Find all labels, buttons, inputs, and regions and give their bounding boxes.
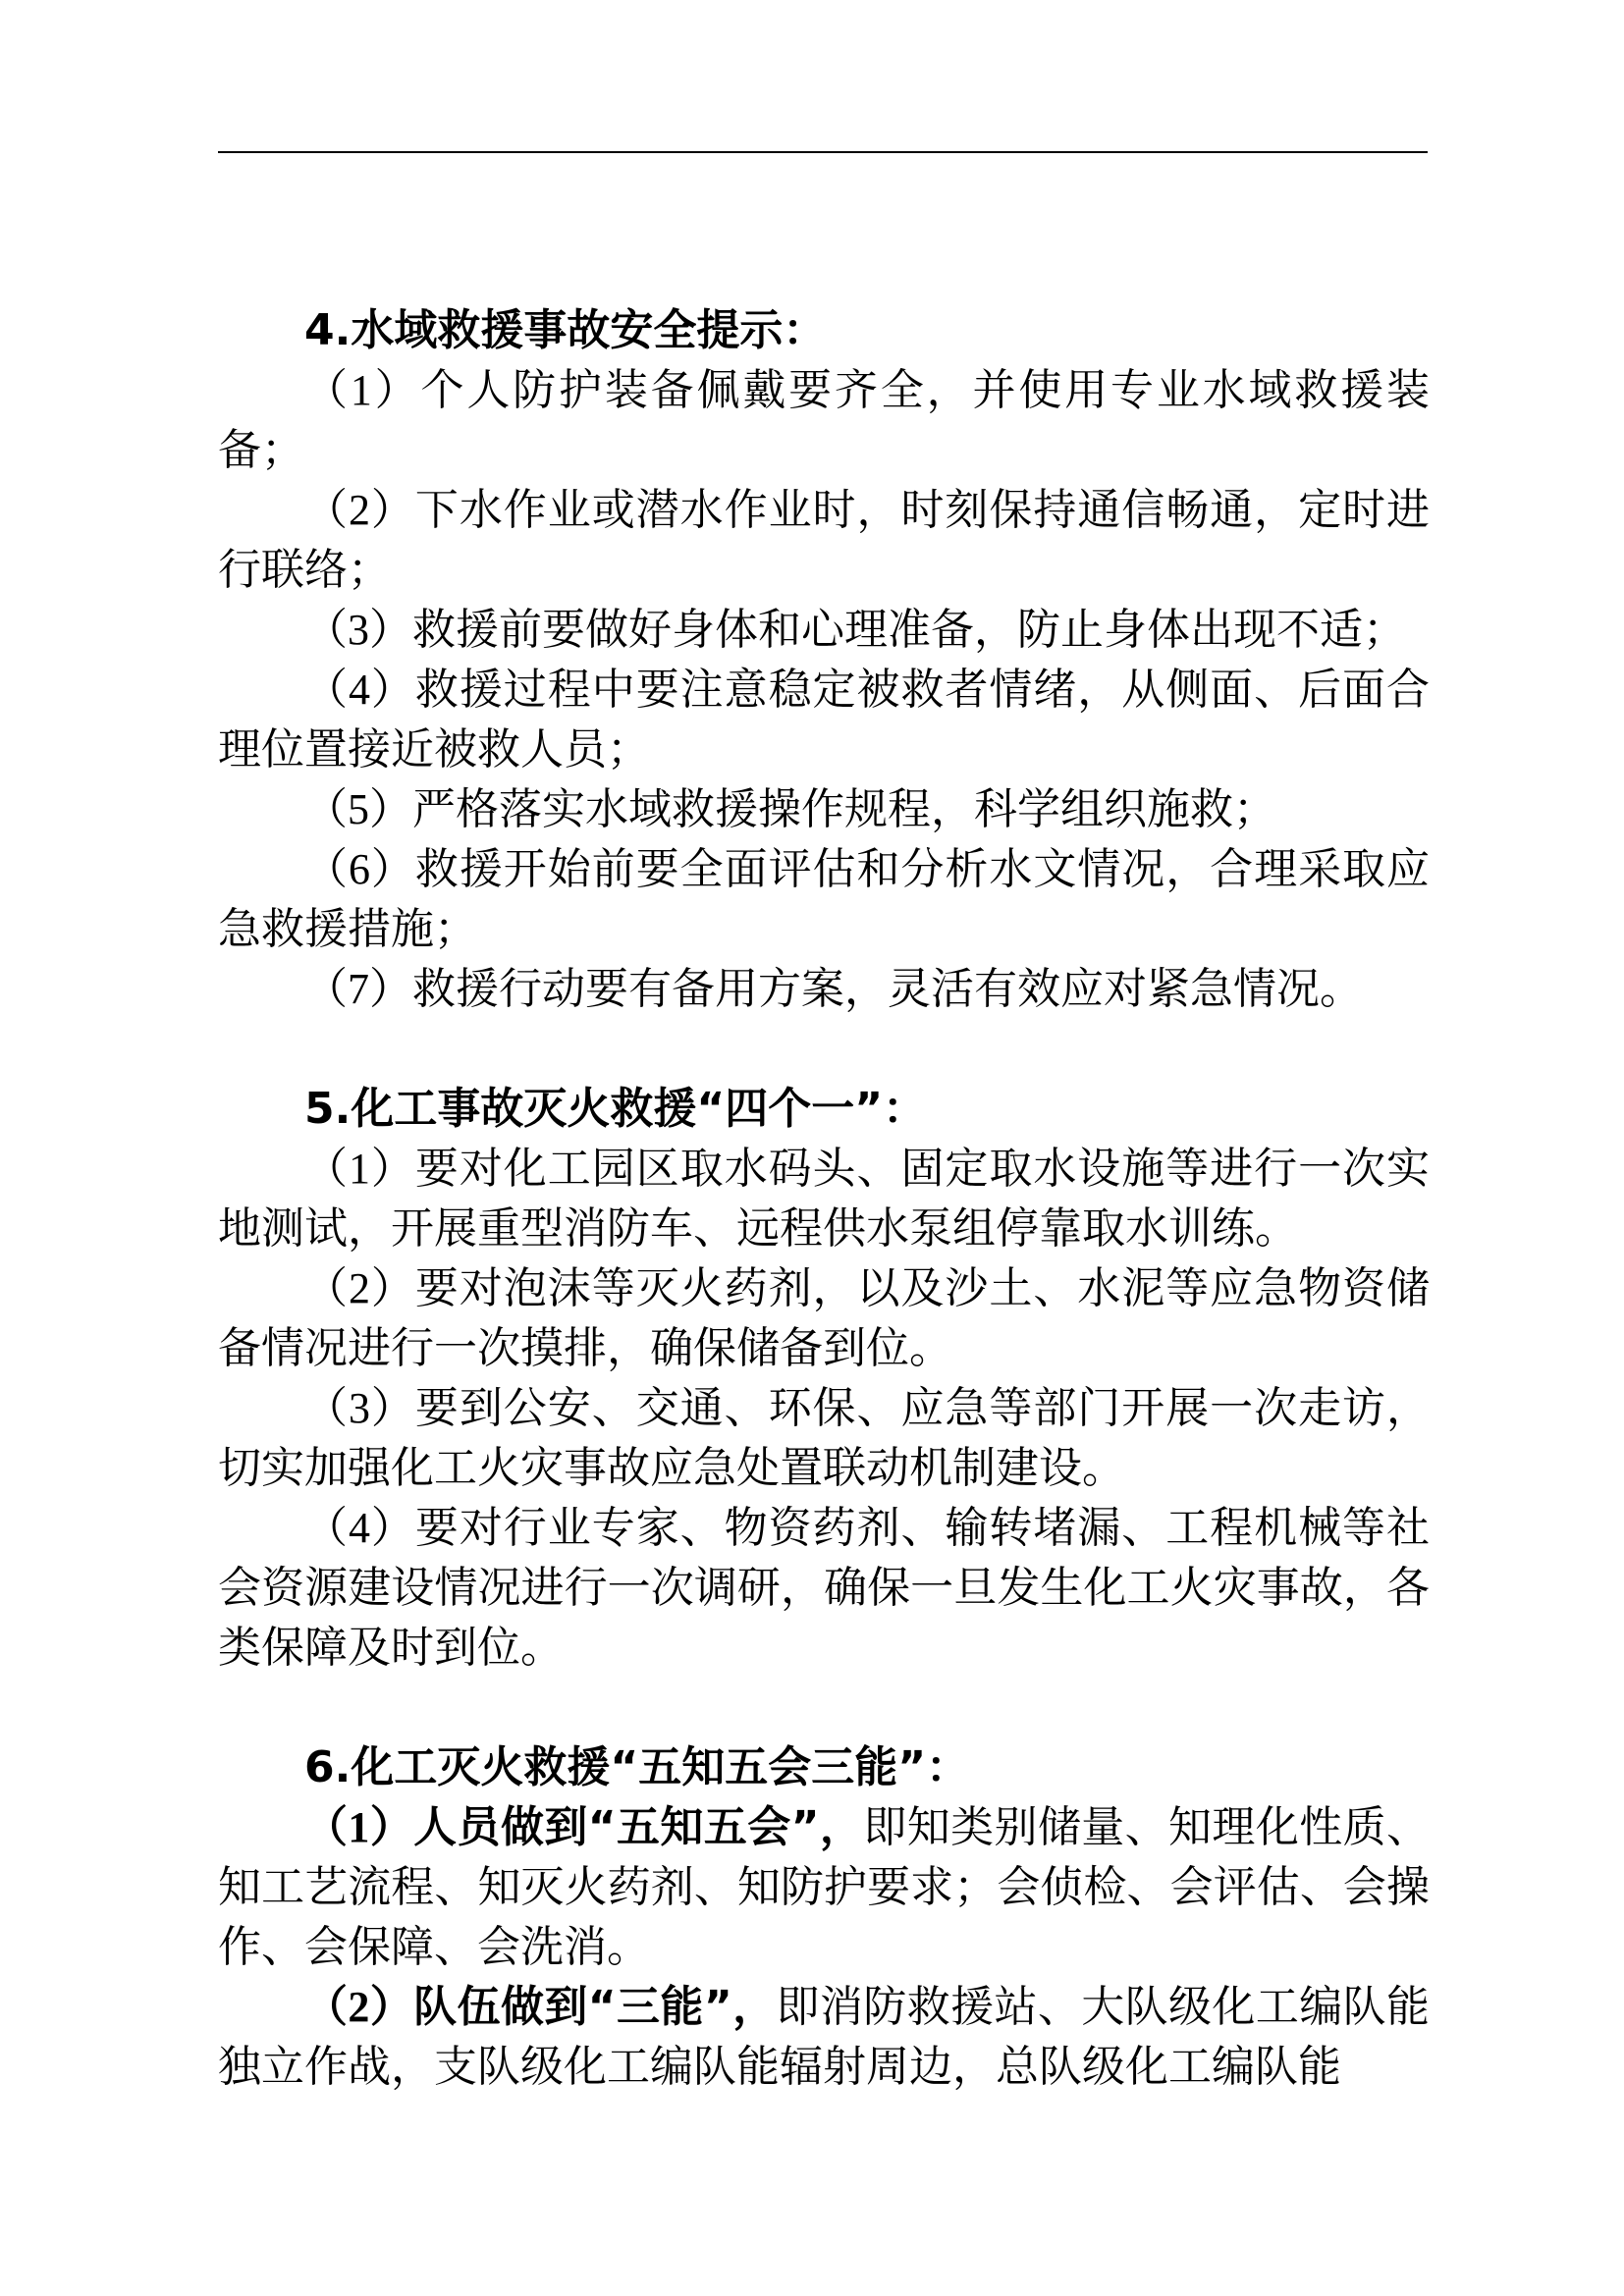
list-item bbox=[218, 1498, 1430, 1678]
item-text: 即消防救援站、大队级化工编队能独立作战，支队级化工编队能辐射周边，总队级化工编队能 bbox=[218, 1982, 1430, 2092]
section-water-rescue bbox=[218, 300, 1430, 1019]
item-text: 下水作业或潜水作业时，时刻保持通信畅通，定时进行联络； bbox=[218, 485, 1431, 595]
item-number: （1） bbox=[304, 1145, 415, 1193]
item-text: 严格落实水域救援操作规程，科学组织施救； bbox=[412, 784, 1276, 834]
item-number: （6） bbox=[304, 845, 415, 893]
list-item bbox=[218, 480, 1430, 600]
section-heading: 4.水域救援事故安全提示： bbox=[304, 305, 827, 355]
document-body bbox=[218, 300, 1430, 2097]
item-text: 要对化工园区取水码头、固定取水设施等进行一次实地测试，开展重型消防车、远程供水泵组停靠取水训练。 bbox=[218, 1144, 1431, 1254]
item-number: （2） bbox=[304, 486, 415, 534]
item-text: 即知类别储量、知理化性质、知工艺流程、知灭火药剂、知防护要求；会侦检、会评估、会操作、会保障、会洗消。 bbox=[218, 1802, 1430, 1972]
section-chemical-five-know bbox=[218, 1737, 1430, 2097]
item-number: （4） bbox=[304, 1504, 415, 1552]
item-lead: 队伍做到“三能”， bbox=[413, 1982, 777, 2032]
item-number: （7） bbox=[304, 965, 412, 1013]
list-item bbox=[218, 839, 1430, 959]
item-number: （1） bbox=[304, 366, 421, 414]
list-item bbox=[218, 1797, 1430, 1977]
section-heading: 5.化工事故灭火救援“四个一”： bbox=[304, 1084, 927, 1134]
list-item bbox=[218, 1378, 1430, 1498]
item-text: 要到公安、交通、环保、应急等部门开展一次走访，切实加强化工火灾事故应急处置联动机制建设。 bbox=[218, 1383, 1431, 1493]
item-number: （3） bbox=[304, 606, 412, 654]
section-heading: 6.化工灭火救援“五知五会三能”： bbox=[304, 1742, 970, 1792]
item-number: （2） bbox=[304, 1264, 415, 1312]
item-text: 救援前要做好身体和心理准备，防止身体出现不适； bbox=[412, 605, 1406, 655]
list-item bbox=[218, 959, 1430, 1019]
item-number: （2） bbox=[304, 1983, 414, 2031]
item-number: （5） bbox=[304, 785, 412, 833]
item-text: 救援行动要有备用方案，灵活有效应对紧急情况。 bbox=[412, 964, 1363, 1014]
item-number: （1） bbox=[304, 1803, 414, 1851]
list-item bbox=[218, 1258, 1430, 1378]
item-text: 要对行业专家、物资药剂、输转堵漏、工程机械等社会资源建设情况进行一次调研，确保一旦发生化工火灾事故，各类保障及时到位。 bbox=[218, 1503, 1431, 1673]
section-chemical-four-ones bbox=[218, 1079, 1430, 1678]
list-item bbox=[218, 360, 1430, 480]
item-text: 救援过程中要注意稳定被救者情绪，从侧面、后面合理位置接近被救人员； bbox=[218, 665, 1431, 774]
list-item bbox=[218, 600, 1430, 660]
item-text: 救援开始前要全面评估和分析水文情况，合理采取应急救援措施； bbox=[218, 844, 1431, 954]
list-item bbox=[218, 1139, 1430, 1258]
item-text: 要对泡沫等灭火药剂，以及沙土、水泥等应急物资储备情况进行一次摸排，确保储备到位。 bbox=[218, 1263, 1431, 1373]
header-rule bbox=[218, 151, 1428, 153]
item-number: （3） bbox=[304, 1384, 415, 1432]
item-text: 个人防护装备佩戴要齐全，并使用专业水域救援装备； bbox=[218, 365, 1430, 475]
item-number: （4） bbox=[304, 666, 415, 714]
list-item bbox=[218, 779, 1430, 839]
list-item bbox=[218, 1977, 1430, 2097]
item-lead: 人员做到“五知五会”， bbox=[413, 1802, 864, 1852]
list-item bbox=[218, 660, 1430, 779]
